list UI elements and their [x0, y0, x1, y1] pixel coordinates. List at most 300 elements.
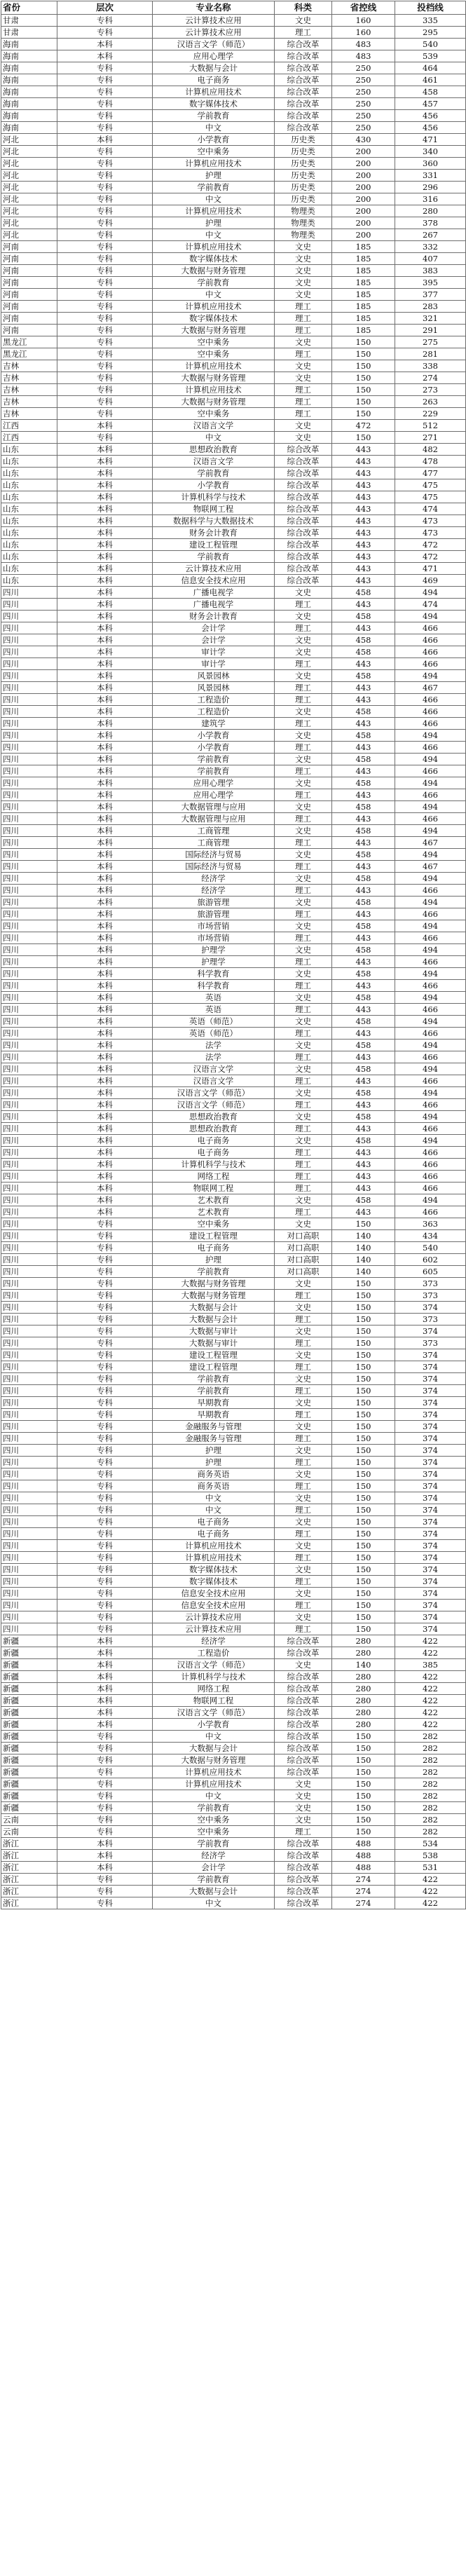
category-cell: 文史: [275, 1564, 332, 1576]
control-line-cell: 443: [332, 789, 395, 801]
major-cell: 汉语言文学（师范）: [153, 1659, 275, 1671]
control-line-cell: 458: [332, 646, 395, 658]
table-row: [1, 444, 466, 456]
table-row: [1, 408, 466, 420]
table-row: [1, 1230, 466, 1242]
level-cell: 本科: [57, 754, 153, 765]
control-line-cell: 150: [332, 1337, 395, 1349]
province-cell: 四川: [1, 1611, 57, 1623]
major-cell: 电子商务: [153, 74, 275, 86]
province-cell: 新疆: [1, 1695, 57, 1707]
level-cell: 本科: [57, 932, 153, 944]
major-cell: 中文: [153, 1492, 275, 1504]
province-cell: 新疆: [1, 1659, 57, 1671]
admission-line-cell: 295: [395, 27, 466, 39]
table-row: [1, 1468, 466, 1480]
control-line-cell: 488: [332, 1850, 395, 1862]
admission-line-cell: 466: [395, 1206, 466, 1218]
admission-line-cell: 422: [395, 1886, 466, 1897]
level-cell: 专科: [57, 146, 153, 158]
admission-line-cell: 540: [395, 39, 466, 50]
admission-line-cell: 282: [395, 1814, 466, 1826]
admission-line-cell: 377: [395, 289, 466, 301]
admission-line-cell: 282: [395, 1826, 466, 1838]
admission-line-cell: 494: [395, 777, 466, 789]
category-cell: 理工: [275, 1337, 332, 1349]
major-cell: 数字媒体技术: [153, 98, 275, 110]
major-cell: 空中乘务: [153, 146, 275, 158]
province-cell: 海南: [1, 122, 57, 134]
major-cell: 计算机应用技术: [153, 1552, 275, 1564]
category-cell: 文史: [275, 670, 332, 682]
category-cell: 对口高职: [275, 1242, 332, 1254]
level-cell: 本科: [57, 694, 153, 706]
major-cell: 大数据管理与应用: [153, 813, 275, 825]
level-cell: 本科: [57, 503, 153, 515]
major-cell: 学前教育: [153, 1385, 275, 1397]
major-cell: 计算机应用技术: [153, 384, 275, 396]
control-line-cell: 443: [332, 491, 395, 503]
major-cell: 信息安全技术应用: [153, 575, 275, 587]
admission-line-cell: 271: [395, 432, 466, 444]
level-cell: 本科: [57, 1838, 153, 1850]
major-cell: 汉语言文学（师范）: [153, 1087, 275, 1099]
major-cell: 学前教育: [153, 1838, 275, 1850]
major-cell: 学前教育: [153, 1802, 275, 1814]
control-line-cell: 458: [332, 634, 395, 646]
level-cell: 本科: [57, 1111, 153, 1123]
level-cell: 专科: [57, 360, 153, 372]
table-row: [1, 50, 466, 62]
province-cell: 四川: [1, 1230, 57, 1242]
province-cell: 浙江: [1, 1862, 57, 1874]
control-line-cell: 160: [332, 15, 395, 27]
admission-line-cell: 321: [395, 313, 466, 325]
admission-line-cell: 494: [395, 1111, 466, 1123]
major-cell: 网络工程: [153, 1171, 275, 1183]
province-cell: 四川: [1, 1159, 57, 1171]
province-cell: 四川: [1, 634, 57, 646]
province-cell: 河南: [1, 241, 57, 253]
admission-line-cell: 466: [395, 1051, 466, 1063]
major-cell: 艺术教育: [153, 1206, 275, 1218]
major-cell: 学前教育: [153, 182, 275, 193]
major-cell: 工程造价: [153, 694, 275, 706]
province-cell: 四川: [1, 777, 57, 789]
major-cell: 工程造价: [153, 706, 275, 718]
control-line-cell: 150: [332, 1278, 395, 1290]
major-cell: 大数据与审计: [153, 1326, 275, 1337]
control-line-cell: 458: [332, 1111, 395, 1123]
province-cell: 四川: [1, 682, 57, 694]
table-row: [1, 1218, 466, 1230]
control-line-cell: 443: [332, 527, 395, 539]
control-line-cell: 443: [332, 539, 395, 551]
table-row: [1, 277, 466, 289]
table-row: [1, 646, 466, 658]
province-cell: 四川: [1, 1588, 57, 1600]
admission-line-cell: 280: [395, 205, 466, 217]
major-cell: 工程造价: [153, 1647, 275, 1659]
province-cell: 河南: [1, 253, 57, 265]
level-cell: 本科: [57, 992, 153, 1004]
table-row: [1, 217, 466, 229]
admission-line-cell: 494: [395, 1016, 466, 1028]
category-cell: 综合改革: [275, 1850, 332, 1862]
level-cell: 专科: [57, 1492, 153, 1504]
level-cell: 专科: [57, 301, 153, 313]
table-row: [1, 1707, 466, 1719]
major-cell: 数字媒体技术: [153, 313, 275, 325]
admission-line-cell: 363: [395, 1218, 466, 1230]
province-cell: 海南: [1, 74, 57, 86]
major-cell: 工商管理: [153, 837, 275, 849]
table-row: [1, 396, 466, 408]
major-cell: 小学教育: [153, 742, 275, 754]
control-line-cell: 200: [332, 193, 395, 205]
admission-line-cell: 466: [395, 932, 466, 944]
category-cell: 理工: [275, 622, 332, 634]
control-line-cell: 458: [332, 611, 395, 622]
table-row: [1, 1528, 466, 1540]
admission-score-table: [1, 1, 466, 1909]
level-cell: 本科: [57, 1016, 153, 1028]
province-cell: 四川: [1, 1028, 57, 1040]
level-cell: 专科: [57, 408, 153, 420]
control-line-cell: 200: [332, 158, 395, 170]
table-row: [1, 587, 466, 599]
header-category: 科类: [275, 1, 332, 15]
admission-line-cell: 466: [395, 885, 466, 897]
category-cell: 文史: [275, 1218, 332, 1230]
category-cell: 综合改革: [275, 86, 332, 98]
level-cell: 本科: [57, 444, 153, 456]
province-cell: 四川: [1, 1492, 57, 1504]
province-cell: 四川: [1, 789, 57, 801]
admission-line-cell: 282: [395, 1778, 466, 1790]
category-cell: 历史类: [275, 170, 332, 182]
admission-line-cell: 461: [395, 74, 466, 86]
control-line-cell: 443: [332, 837, 395, 849]
control-line-cell: 443: [332, 980, 395, 992]
province-cell: 河南: [1, 325, 57, 336]
province-cell: 新疆: [1, 1743, 57, 1754]
control-line-cell: 483: [332, 50, 395, 62]
table-row: [1, 1278, 466, 1290]
level-cell: 本科: [57, 908, 153, 920]
major-cell: 大数据与财务管理: [153, 1278, 275, 1290]
level-cell: 本科: [57, 1171, 153, 1183]
control-line-cell: 443: [332, 861, 395, 873]
province-cell: 海南: [1, 62, 57, 74]
table-row: [1, 313, 466, 325]
table-row: [1, 885, 466, 897]
province-cell: 四川: [1, 861, 57, 873]
category-cell: 文史: [275, 277, 332, 289]
level-cell: 本科: [57, 1671, 153, 1683]
table-row: [1, 1385, 466, 1397]
table-row: [1, 1290, 466, 1302]
level-cell: 本科: [57, 682, 153, 694]
category-cell: 文史: [275, 1397, 332, 1409]
category-cell: 文史: [275, 1802, 332, 1814]
control-line-cell: 150: [332, 1326, 395, 1337]
admission-line-cell: 422: [395, 1647, 466, 1659]
control-line-cell: 150: [332, 1468, 395, 1480]
table-row: [1, 897, 466, 908]
table-row: [1, 432, 466, 444]
admission-line-cell: 466: [395, 1075, 466, 1087]
level-cell: 本科: [57, 1075, 153, 1087]
level-cell: 专科: [57, 384, 153, 396]
major-cell: 大数据与会计: [153, 1302, 275, 1314]
province-cell: 新疆: [1, 1719, 57, 1731]
category-cell: 文史: [275, 1111, 332, 1123]
province-cell: 新疆: [1, 1802, 57, 1814]
level-cell: 专科: [57, 336, 153, 348]
level-cell: 专科: [57, 1290, 153, 1302]
control-line-cell: 150: [332, 372, 395, 384]
major-cell: 护理: [153, 1457, 275, 1468]
admission-line-cell: 466: [395, 622, 466, 634]
admission-line-cell: 494: [395, 897, 466, 908]
admission-line-cell: 494: [395, 587, 466, 599]
province-cell: 四川: [1, 587, 57, 599]
level-cell: 专科: [57, 1468, 153, 1480]
control-line-cell: 443: [332, 932, 395, 944]
control-line-cell: 483: [332, 39, 395, 50]
admission-line-cell: 373: [395, 1337, 466, 1349]
table-row: [1, 968, 466, 980]
level-cell: 专科: [57, 1814, 153, 1826]
level-cell: 本科: [57, 456, 153, 468]
category-cell: 文史: [275, 1016, 332, 1028]
admission-line-cell: 385: [395, 1659, 466, 1671]
level-cell: 本科: [57, 718, 153, 730]
admission-line-cell: 281: [395, 348, 466, 360]
category-cell: 理工: [275, 27, 332, 39]
table-row: [1, 1588, 466, 1600]
level-cell: 专科: [57, 1230, 153, 1242]
major-cell: 电子商务: [153, 1147, 275, 1159]
admission-line-cell: 360: [395, 158, 466, 170]
table-row: [1, 992, 466, 1004]
category-cell: 文史: [275, 1326, 332, 1337]
level-cell: 专科: [57, 1576, 153, 1588]
category-cell: 理工: [275, 1600, 332, 1611]
level-cell: 本科: [57, 1850, 153, 1862]
level-cell: 专科: [57, 1504, 153, 1516]
level-cell: 专科: [57, 1457, 153, 1468]
major-cell: 计算机应用技术: [153, 86, 275, 98]
category-cell: 理工: [275, 1480, 332, 1492]
category-cell: 理工: [275, 694, 332, 706]
control-line-cell: 472: [332, 420, 395, 432]
level-cell: 本科: [57, 1719, 153, 1731]
admission-line-cell: 374: [395, 1421, 466, 1433]
province-cell: 四川: [1, 646, 57, 658]
level-cell: 本科: [57, 706, 153, 718]
category-cell: 理工: [275, 1576, 332, 1588]
table-row: [1, 1314, 466, 1326]
level-cell: 本科: [57, 944, 153, 956]
admission-line-cell: 374: [395, 1588, 466, 1600]
province-cell: 四川: [1, 1314, 57, 1326]
table-row: [1, 849, 466, 861]
major-cell: 思想政治教育: [153, 1123, 275, 1135]
province-cell: 黑龙江: [1, 348, 57, 360]
table-row: [1, 1564, 466, 1576]
admission-line-cell: 282: [395, 1754, 466, 1766]
control-line-cell: 150: [332, 396, 395, 408]
admission-line-cell: 466: [395, 1147, 466, 1159]
table-row: [1, 1373, 466, 1385]
control-line-cell: 150: [332, 1600, 395, 1611]
major-cell: 学前教育: [153, 468, 275, 479]
admission-line-cell: 335: [395, 15, 466, 27]
category-cell: 理工: [275, 396, 332, 408]
table-row: [1, 289, 466, 301]
level-cell: 专科: [57, 1349, 153, 1361]
province-cell: 四川: [1, 658, 57, 670]
level-cell: 本科: [57, 634, 153, 646]
level-cell: 专科: [57, 1564, 153, 1576]
admission-line-cell: 494: [395, 801, 466, 813]
major-cell: 大数据与会计: [153, 62, 275, 74]
category-cell: 综合改革: [275, 468, 332, 479]
admission-line-cell: 494: [395, 968, 466, 980]
category-cell: 文史: [275, 1588, 332, 1600]
category-cell: 综合改革: [275, 1874, 332, 1886]
table-row: [1, 932, 466, 944]
major-cell: 云计算技术应用: [153, 1611, 275, 1623]
major-cell: 学前教育: [153, 110, 275, 122]
major-cell: 大数据与财务管理: [153, 325, 275, 336]
control-line-cell: 150: [332, 1766, 395, 1778]
table-row: [1, 1028, 466, 1040]
admission-line-cell: 466: [395, 980, 466, 992]
category-cell: 文史: [275, 944, 332, 956]
control-line-cell: 150: [332, 1802, 395, 1814]
level-cell: 专科: [57, 1254, 153, 1266]
control-line-cell: 280: [332, 1671, 395, 1683]
level-cell: 专科: [57, 1337, 153, 1349]
province-cell: 山东: [1, 503, 57, 515]
admission-line-cell: 494: [395, 1194, 466, 1206]
table-row: [1, 861, 466, 873]
category-cell: 理工: [275, 1826, 332, 1838]
table-row: [1, 1659, 466, 1671]
control-line-cell: 150: [332, 432, 395, 444]
province-cell: 四川: [1, 1552, 57, 1564]
control-line-cell: 150: [332, 1492, 395, 1504]
level-cell: 本科: [57, 920, 153, 932]
category-cell: 综合改革: [275, 110, 332, 122]
province-cell: 山东: [1, 551, 57, 563]
province-cell: 甘肃: [1, 27, 57, 39]
control-line-cell: 185: [332, 277, 395, 289]
category-cell: 文史: [275, 777, 332, 789]
control-line-cell: 185: [332, 313, 395, 325]
control-line-cell: 458: [332, 944, 395, 956]
table-row: [1, 622, 466, 634]
level-cell: 本科: [57, 622, 153, 634]
province-cell: 四川: [1, 1421, 57, 1433]
control-line-cell: 443: [332, 742, 395, 754]
province-cell: 四川: [1, 1540, 57, 1552]
control-line-cell: 150: [332, 360, 395, 372]
province-cell: 山东: [1, 491, 57, 503]
table-row: [1, 98, 466, 110]
level-cell: 专科: [57, 1528, 153, 1540]
control-line-cell: 443: [332, 563, 395, 575]
table-row: [1, 1635, 466, 1647]
table-row: [1, 634, 466, 646]
table-row: [1, 1671, 466, 1683]
control-line-cell: 150: [332, 1611, 395, 1623]
province-cell: 四川: [1, 1075, 57, 1087]
table-row: [1, 503, 466, 515]
category-cell: 文史: [275, 1063, 332, 1075]
header-level: 层次: [57, 1, 153, 15]
category-cell: 文史: [275, 1040, 332, 1051]
province-cell: 四川: [1, 873, 57, 885]
admission-line-cell: 540: [395, 1242, 466, 1254]
category-cell: 文史: [275, 1516, 332, 1528]
admission-line-cell: 466: [395, 908, 466, 920]
control-line-cell: 488: [332, 1838, 395, 1850]
control-line-cell: 150: [332, 1576, 395, 1588]
category-cell: 综合改革: [275, 1731, 332, 1743]
category-cell: 理工: [275, 1528, 332, 1540]
level-cell: 本科: [57, 1087, 153, 1099]
control-line-cell: 150: [332, 1409, 395, 1421]
table-row: [1, 253, 466, 265]
province-cell: 四川: [1, 825, 57, 837]
province-cell: 四川: [1, 1063, 57, 1075]
table-row: [1, 515, 466, 527]
category-cell: 综合改革: [275, 1886, 332, 1897]
major-cell: 小学教育: [153, 134, 275, 146]
level-cell: 专科: [57, 1445, 153, 1457]
control-line-cell: 185: [332, 265, 395, 277]
category-cell: 物理类: [275, 217, 332, 229]
major-cell: 计算机科学与技术: [153, 1671, 275, 1683]
control-line-cell: 150: [332, 1564, 395, 1576]
category-cell: 物理类: [275, 205, 332, 217]
category-cell: 综合改革: [275, 515, 332, 527]
category-cell: 文史: [275, 1349, 332, 1361]
category-cell: 文史: [275, 15, 332, 27]
major-cell: 电子商务: [153, 1135, 275, 1147]
control-line-cell: 274: [332, 1874, 395, 1886]
category-cell: 综合改革: [275, 1695, 332, 1707]
province-cell: 四川: [1, 1218, 57, 1230]
admission-line-cell: 374: [395, 1564, 466, 1576]
major-cell: 空中乘务: [153, 1218, 275, 1230]
control-line-cell: 488: [332, 1862, 395, 1874]
category-cell: 综合改革: [275, 62, 332, 74]
header-province: 省份: [1, 1, 57, 15]
province-cell: 四川: [1, 920, 57, 932]
control-line-cell: 150: [332, 1743, 395, 1754]
admission-line-cell: 422: [395, 1874, 466, 1886]
province-cell: 四川: [1, 968, 57, 980]
level-cell: 本科: [57, 39, 153, 50]
table-row: [1, 1754, 466, 1766]
major-cell: 经济学: [153, 873, 275, 885]
province-cell: 山东: [1, 563, 57, 575]
